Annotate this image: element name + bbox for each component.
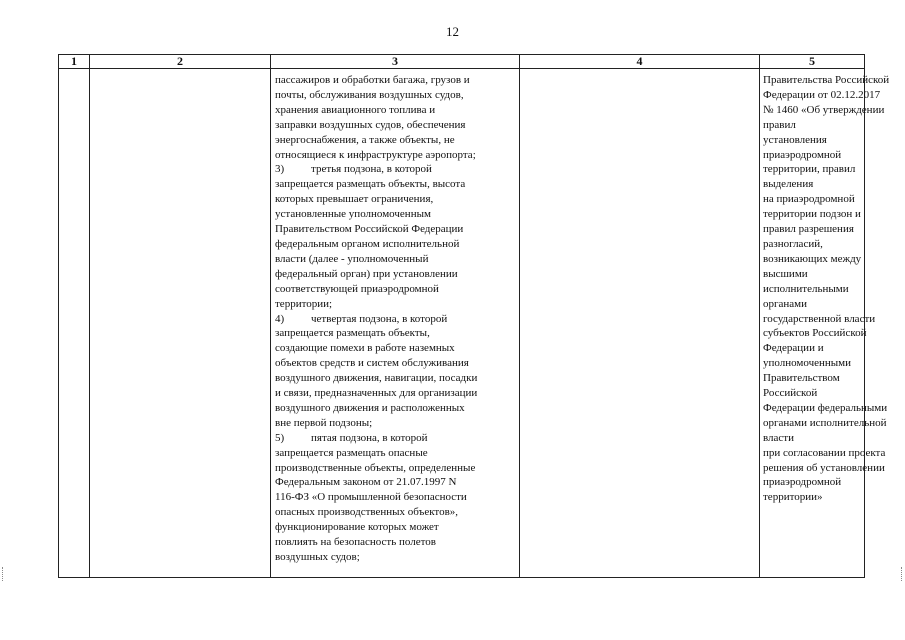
col3-line-text: объектов средств и систем обслуживания (275, 357, 469, 370)
col3-line (275, 252, 517, 267)
col5-line: решения об установлении (763, 461, 885, 474)
col3-line-text: производственные объекты, определенные (275, 461, 476, 474)
col3-text-block (275, 73, 517, 565)
col3-line (275, 207, 517, 222)
col5-line: разногласий, (763, 237, 823, 250)
col3-line (275, 148, 517, 163)
col3-line (275, 490, 517, 505)
col3-line-text: Правительством Российской Федерации (275, 223, 464, 236)
list-item-number: 3) (275, 163, 285, 176)
col3-line (275, 118, 517, 133)
header-row (59, 55, 865, 69)
col5-line: высшими (763, 267, 808, 280)
col3-line-text: которых превышает ограничения, (275, 193, 434, 206)
cell-col-5 (760, 69, 890, 578)
col3-line (275, 416, 517, 431)
col3-line (275, 237, 517, 252)
col3-line (275, 177, 517, 192)
col3-line (275, 431, 517, 446)
col3-line-text: власти (далее - уполномоченный (275, 252, 429, 265)
cell-col-3 (271, 69, 520, 578)
col5-line: органами (763, 297, 808, 310)
col3-line-text: воздушного движения и расположенных (275, 401, 465, 414)
col5-line: № 1460 «Об утверждении (763, 103, 885, 116)
right-edge-mark (901, 567, 903, 581)
col5-line: возникающих между (763, 252, 862, 265)
header-col-4: 4 (520, 55, 760, 69)
col5-line: исполнительными (763, 282, 849, 295)
col3-line (275, 282, 517, 297)
col3-line (275, 386, 517, 401)
col3-line-text: повлиять на безопасность полетов (275, 536, 436, 549)
col5-line: правил (763, 118, 796, 131)
col3-line-text: четвертая подзона, в которой (311, 312, 448, 325)
col3-line-text: третья подзона, в которой (311, 163, 432, 176)
col3-line-text: заправки воздушных судов, обеспечения (275, 118, 466, 131)
col3-line (275, 371, 517, 386)
col3-line-text: Федеральным законом от 21.07.1997 N (275, 476, 457, 489)
table-row (59, 69, 865, 578)
header-col-3: 3 (271, 55, 520, 69)
col3-line (275, 222, 517, 237)
col3-line (275, 550, 517, 565)
col3-line-text: пассажиров и обработки багажа, грузов и (275, 74, 470, 86)
col3-line-text: запрещается размещать объекты, (275, 327, 430, 340)
col3-line-text: опасных производственных объектов», (275, 506, 459, 519)
document-table (58, 54, 890, 578)
col3-line (275, 73, 517, 88)
col5-line: Федерации и (763, 342, 824, 355)
col3-line (275, 535, 517, 550)
list-item-number: 5) (275, 431, 285, 444)
header-col-5: 5 (760, 55, 865, 69)
col3-line-text: федеральный орган) при установлении (275, 267, 458, 280)
col3-line-text: соответствующей приаэродромной (275, 282, 439, 295)
col3-line-text: 116-ФЗ «О промышленной безопасности (275, 491, 467, 504)
page-number: 12 (446, 24, 459, 39)
col5-line: уполномоченными (763, 357, 852, 370)
col5-line: при согласовании проекта (763, 446, 886, 459)
col3-line (275, 297, 517, 312)
col5-line: органами исполнительной (763, 416, 887, 429)
list-item-number: 4) (275, 312, 285, 325)
col5-line: Федерации от 02.12.2017 (763, 88, 881, 101)
cell-col-1 (59, 69, 90, 578)
col3-line-text: федеральным органом исполнительной (275, 237, 460, 250)
cell-col-2 (90, 69, 271, 578)
header-col-1: 1 (59, 55, 90, 69)
col3-line-text: создающие помехи в работе наземных (275, 342, 455, 355)
col3-line-text: энергоснабжения, а также объекты, не (275, 133, 455, 146)
left-edge-mark (2, 567, 4, 581)
col5-line: установления (763, 133, 827, 146)
col3-line-text: функционирование которых может (275, 521, 439, 534)
col3-line-text: вне первой подзоны; (275, 416, 373, 429)
col3-line (275, 475, 517, 490)
col3-line-text: запрещается размещать опасные (275, 446, 428, 459)
header-col-2: 2 (90, 55, 271, 69)
col3-line-text: хранения авиационного топлива и (275, 103, 436, 116)
col3-line-text: воздушного движения, навигации, посадки (275, 372, 478, 385)
col3-line (275, 505, 517, 520)
col5-line: территории подзон и (763, 208, 861, 221)
col3-line-text: запрещается размещать объекты, высота (275, 178, 466, 191)
col3-line (275, 312, 517, 327)
col5-line: государственной власти (763, 312, 876, 325)
col3-line (275, 192, 517, 207)
col3-line (275, 401, 517, 416)
col5-line: субъектов Российской (763, 327, 867, 340)
col3-line (275, 446, 517, 461)
col5-line: власти (763, 431, 794, 444)
col5-line: Российской (763, 387, 818, 400)
col5-line: Правительством (763, 372, 840, 385)
cell-col-4 (520, 69, 760, 578)
col5-text-block (763, 73, 890, 505)
col3-line (275, 267, 517, 282)
col5-line: правил разрешения (763, 223, 854, 236)
col3-line-text: пятая подзона, в которой (311, 431, 428, 444)
col3-line (275, 103, 517, 118)
col5-line: на приаэродромной (763, 193, 855, 206)
col3-line (275, 162, 517, 177)
col3-line (275, 326, 517, 341)
col3-line (275, 461, 517, 476)
col3-line-text: относящиеся к инфраструктуре аэропорта; (275, 148, 476, 161)
col3-line-text: установленные уполномоченным (275, 208, 431, 221)
col3-line-text: и связи, предназначенных для организации (275, 387, 478, 400)
col3-line-text: территории; (275, 297, 333, 310)
col3-line (275, 356, 517, 371)
col5-line: приаэродромной (763, 148, 842, 161)
col5-line: Правительства Российской (763, 74, 890, 86)
col5-line: Федерации федеральными (763, 401, 888, 414)
col3-line-text: почты, обслуживания воздушных судов, (275, 88, 464, 101)
col5-line: территории, правил (763, 163, 856, 176)
col3-line-text: воздушных судов; (275, 551, 360, 563)
col3-line (275, 133, 517, 148)
col5-line: выделения (763, 178, 814, 191)
col5-line: приаэродромной (763, 476, 842, 489)
col3-line (275, 88, 517, 103)
col3-line (275, 520, 517, 535)
col3-line (275, 341, 517, 356)
col5-line: территории» (763, 491, 823, 504)
